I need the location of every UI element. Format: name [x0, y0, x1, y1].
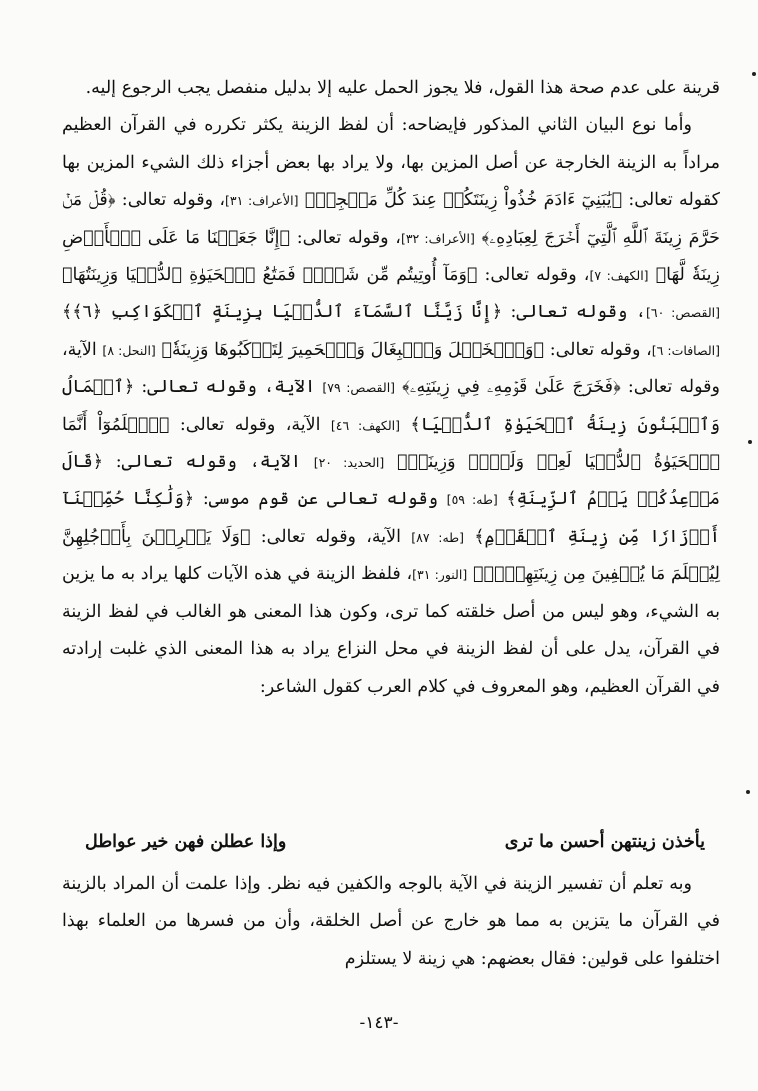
quran-quote: ﴿إِنَّا زَيَّنَّا ٱلسَّمَآءَ ٱلدُّنۡيَا بِزِينَةٍ ٱلۡكَوَاكِبِ ﴿٦﴾﴾	[62, 302, 503, 323]
connecting-text: الآية، وقوله تعالى:	[179, 414, 331, 435]
verse-reference: [الكهف: ٤٦]	[330, 417, 400, 433]
poetry-verse	[85, 832, 705, 852]
connecting-text: ، وقوله تعالى:	[121, 190, 225, 211]
verse-first-hemistich: يأخذن زينتهن أحسن ما ترى	[504, 832, 705, 852]
quran-quote: ﴿ٱعۡلَمُوٓاْ أَنَّمَا ٱلۡحَيَوٰةُ ٱلدُّنۡيَا لَعِبٞ وَلَهۡوٞ وَزِينَةٞ﴾	[62, 414, 720, 473]
connecting-text: ، وقوله تعالى:	[296, 227, 401, 248]
connecting-text: الآية، وقوله تعالى:	[115, 452, 314, 473]
paragraph-2	[62, 107, 720, 706]
connecting-text: الآية، وقوله تعالى:	[260, 526, 412, 547]
connecting-text: وقوله تعالى عن قوم موسى:	[202, 489, 447, 510]
verse-reference: [النور: ٣١]	[412, 567, 468, 583]
closing-text	[62, 866, 720, 978]
quran-citations	[62, 190, 720, 696]
connecting-text: الآية، وقوله تعالى:	[62, 339, 720, 398]
quran-quote: ﴿وَلَا يَضۡرِبۡنَ بِأَرۡجُلِهِنَّ لِيُعۡلَمَ مَا يُخۡفِينَ مِن زِينَتِهِنَّۚ﴾	[62, 526, 721, 585]
connecting-text: ، وقوله تعالى:	[510, 302, 646, 323]
verse-reference: [الكهف: ٧]	[589, 268, 649, 284]
verse-reference: [الأعراف: ٣٢]	[400, 230, 475, 246]
connecting-text: ، وقوله تعالى:	[484, 265, 590, 286]
paragraph-1: قرينة على عدم صحة هذا القول، فلا يجوز الحمل عليه إلا بدليل منفصل يجب الرجوع إليه.	[85, 78, 720, 98]
scan-speck	[746, 790, 750, 794]
quran-quote: ﴿قُلۡ مَنۡ حَرَّمَ زِينَةَ ٱللَّهِ ٱلَّتِيٓ أَخۡرَجَ لِعِبَادِهِۦ﴾	[62, 190, 720, 248]
paragraph-3: وبه تعلم أن تفسير الزينة في الآية بالوجه والكفين فيه نظر. وإذا علمت أن المراد بالزينة في القرآن ما يتزين به مما هو خارج عن أصل الخلقة، وأن من فسرها من العلماء بهذا اختلفوا على قولين: فقال بعضهم: هي زينة لا يستلزم	[62, 874, 720, 969]
verse-reference: [القصص: ٦٠]	[646, 305, 720, 321]
verse-reference: [طه: ٨٧]	[411, 529, 464, 545]
quran-quote: ﴿وَٱلۡخَيۡلَ وَٱلۡبِغَالَ وَٱلۡحَمِيرَ لِتَرۡكَبُوهَا وَزِينَةٗ﴾	[161, 339, 544, 360]
verse-reference: [طه: ٥٩]	[446, 492, 498, 508]
scan-speck	[752, 72, 756, 76]
verse-reference: [الأعراف: ٣١]	[225, 193, 299, 209]
quran-quote: ﴿ٱلۡمَالُ وَٱلۡبَنُونَ زِينَةُ ٱلۡحَيَوٰةِ ٱلدُّنۡيَا﴾	[62, 377, 720, 435]
quran-quote: ﴿وَلَٰكِنَّا حُمِّلۡنَآ أَوۡزَارٗا مِّن زِينَةِ ٱلۡقَوۡمِ﴾	[62, 489, 720, 547]
quran-quote: ﴿فَخَرَجَ عَلَىٰ قَوۡمِهِۦ فِي زِينَتِهِۦ﴾	[402, 377, 621, 398]
verse-reference: [القصص: ٧٩]	[322, 380, 396, 396]
quran-quote: ﴿قَالَ مَوۡعِدُكُمۡ يَوۡمُ ٱلزِّينَةِ﴾	[62, 452, 720, 510]
verse-reference: [النحل: ٨]	[102, 342, 156, 358]
body-text	[62, 70, 720, 706]
connecting-text: ، فلفظ الزينة في هذه الآيات كلها يراد به ما يزين به الشيء، وهو ليس من أصل خلقته كما ترى، وكون هذا المعنى هو الغالب في لفظ الزينة في القرآن، يدل على أن لفظ الزينة في محل النزاع يراد به هذا المعنى الذي غلبت إرادته في القرآن العظيم، وهو المعروف في كلام العرب كقول الشاعر:	[62, 564, 720, 697]
connecting-text: ، وقوله تعالى:	[549, 339, 652, 360]
verse-reference: [الصافات: ٦]	[651, 342, 720, 358]
quran-quote: ﴿إِنَّا جَعَلۡنَا مَا عَلَى ٱلۡأَرۡضِ زِينَةٗ لَّهَا﴾	[62, 227, 720, 286]
scan-speck	[748, 440, 752, 444]
paragraph-2-intro: وأما نوع البيان الثاني المذكور فإيضاحه: أن لفظ الزينة يكثر تكرره في القرآن العظيم مراداً به الزينة الخارجة عن أصل المزين بها، ولا يراد بها بعض أجزاء ذلك الشيء المزين بها كقوله تعالى:	[62, 115, 720, 211]
verse-reference: [الحديد: ٢٠]	[313, 455, 385, 471]
connecting-text: الآية، وقوله تعالى:	[141, 377, 323, 398]
quran-quote: ﴿يَٰبَنِيٓ ءَادَمَ خُذُواْ زِينَتَكُمۡ عِندَ كُلِّ مَسۡجِدٖ﴾	[304, 190, 623, 211]
quran-quote: ﴿وَمَآ أُوتِيتُم مِّن شَيۡءٖ فَمَتَٰعُ ٱلۡحَيَوٰةِ ٱلدُّنۡيَا وَزِينَتُهَا﴾	[62, 265, 478, 286]
page-number: -١٤٣-	[359, 1013, 399, 1033]
verse-second-hemistich: وإذا عطلن فهن خير عواطل	[85, 832, 287, 852]
